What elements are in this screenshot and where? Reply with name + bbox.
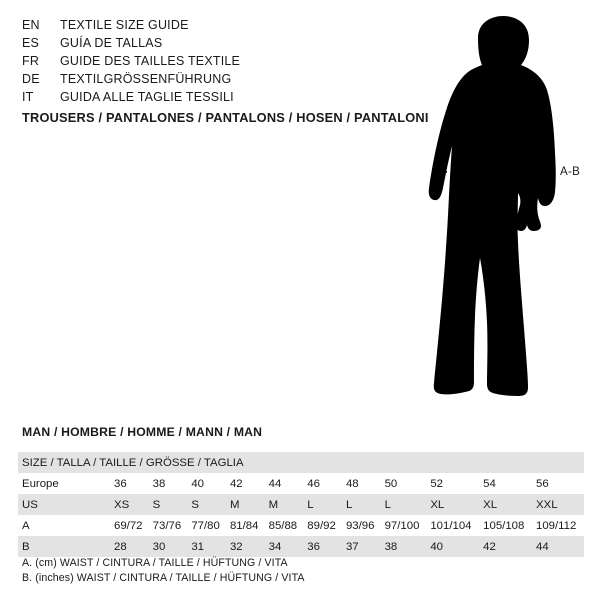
table-cell: 48 [345,477,359,490]
table-header-label: SIZE / TALLA / TAILLE / GRÖSSE / TAGLIA [18,452,584,473]
table-cell: 54 [483,477,496,490]
language-row [22,88,402,106]
language-code: ES [22,36,40,50]
table-cell: 40 [191,477,204,490]
table-cell: L [342,494,381,515]
language-code: FR [22,54,40,68]
table-cell: 32 [226,536,265,557]
table-cell: 38 [381,536,427,557]
table-cell: M [226,494,265,515]
table-row [18,494,584,515]
table-cell: 37 [342,536,381,557]
table-cell: 69/72 [114,519,143,532]
table-cell: 93/96 [345,519,375,532]
table-cell: 36 [303,536,342,557]
table-cell: 73/76 [152,519,182,532]
table-cell: XXL [532,494,584,515]
table-row [18,515,584,536]
size-table [18,452,584,557]
table-row [18,452,584,473]
language-text: GUIDA ALLE TAGLIE TESSILI [60,90,234,104]
table-cell: 42 [229,477,243,490]
table-cell: 42 [479,536,532,557]
table-cell: 44 [268,477,282,490]
table-cell: 30 [149,536,188,557]
row-label-us: US [18,494,110,515]
table-cell: 81/84 [229,519,259,532]
table-section-title: MAN / HOMBRE / HOMME / MANN / MAN [22,425,263,439]
table-row [18,473,584,494]
table-cell: L [303,494,342,515]
table-cell: 101/104 [430,519,472,532]
table-cell: L [381,494,427,515]
language-code: DE [22,72,40,86]
table-cell: XS [110,494,149,515]
language-row [22,52,402,70]
row-label-a: A [22,519,30,532]
language-text: TEXTILE SIZE GUIDE [60,18,189,32]
language-row [22,16,402,34]
table-cell: S [149,494,188,515]
measure-label-ab: A-B [560,166,581,178]
table-cell: 44 [532,536,584,557]
table-cell: XL [479,494,532,515]
language-row [22,34,402,52]
table-cell: 85/88 [268,519,298,532]
table-cell: S [187,494,226,515]
language-code: EN [22,18,40,32]
table-cell: XL [426,494,479,515]
table-cell: M [265,494,304,515]
man-silhouette-icon [400,10,600,410]
table-cell: 36 [114,477,127,490]
language-text: TEXTILGRÖSSENFÜHRUNG [60,72,232,86]
table-cell: 46 [307,477,320,490]
row-label-europe: Europe [22,477,59,490]
table-cell: 56 [536,477,549,490]
table-cell: 89/92 [307,519,336,532]
figure-illustration [400,10,600,410]
table-cell: 77/80 [191,519,220,532]
footnotes [22,556,305,586]
table-cell: 38 [152,477,166,490]
language-code: IT [22,90,34,104]
language-list [22,16,402,106]
table-cell: 109/112 [536,519,577,532]
language-text: GUIDE DES TAILLES TEXTILE [60,54,241,68]
language-row [22,70,402,88]
footnote-a: A. (cm) WAIST / CINTURA / TAILLE / HÜFTUNG / VITA [22,557,288,569]
table-cell: 40 [426,536,479,557]
table-cell: 97/100 [384,519,420,532]
table-cell: 31 [187,536,226,557]
row-label-b: B [18,536,110,557]
table-cell: 52 [430,477,443,490]
table-cell: 50 [384,477,398,490]
table-cell: 28 [110,536,149,557]
garment-type-title: TROUSERS / PANTALONES / PANTALONS / HOSEN / PANTALONI [22,110,429,125]
footnote-b: B. (inches) WAIST / CINTURA / TAILLE / HÜFTUNG / VITA [22,572,305,584]
table-row [18,536,584,557]
language-text: GUÍA DE TALLAS [60,36,163,50]
table-cell: 105/108 [483,519,525,532]
table-cell: 34 [265,536,304,557]
